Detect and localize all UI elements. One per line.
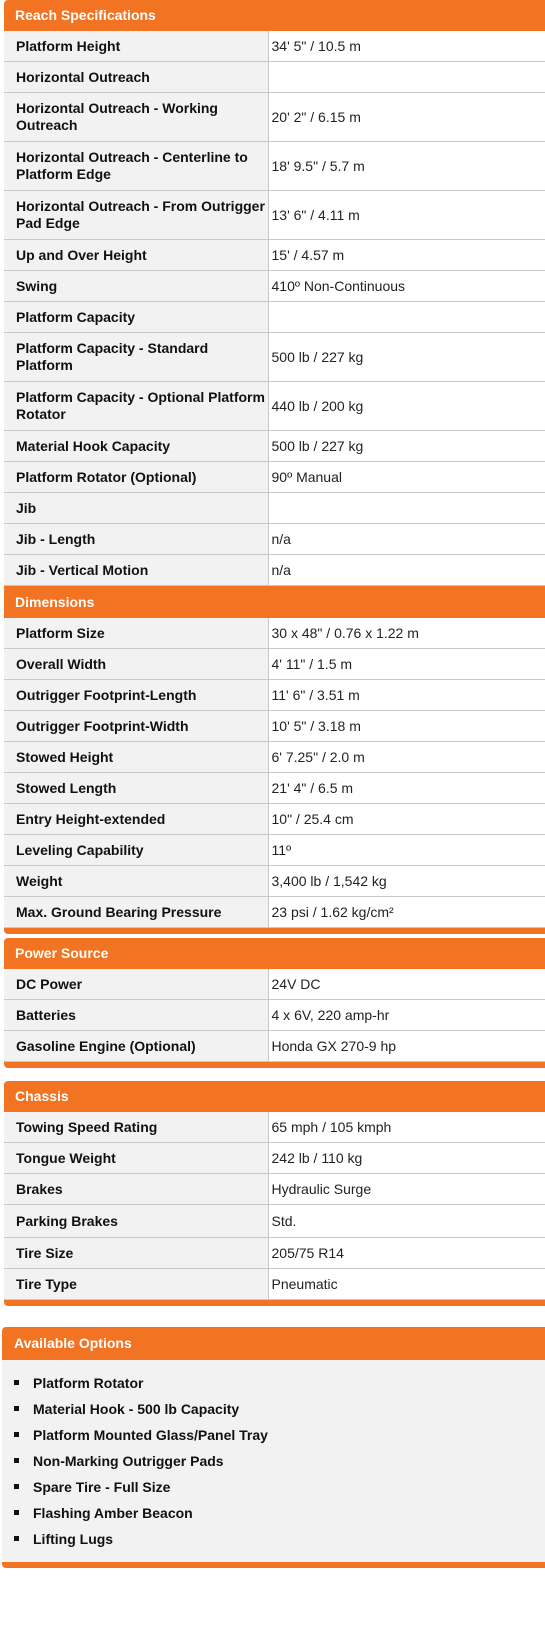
table-row <box>4 240 545 271</box>
spec-label: Platform Capacity - Standard Platform <box>4 333 268 382</box>
option-label: Platform Mounted Glass/Panel Tray <box>33 1427 268 1443</box>
spec-value: 11º <box>268 835 545 866</box>
option-label: Material Hook - 500 lb Capacity <box>33 1401 240 1417</box>
table-row <box>4 897 545 928</box>
spec-value: 10" / 25.4 cm <box>268 804 545 835</box>
table-row <box>4 969 545 1000</box>
spec-value: 65 mph / 105 kmph <box>268 1112 545 1143</box>
spec-label: Max. Ground Bearing Pressure <box>4 897 268 928</box>
spec-value: 500 lb / 227 kg <box>268 431 545 462</box>
spec-label: Horizontal Outreach - Working Outreach <box>4 93 268 142</box>
table-row <box>4 31 545 62</box>
spec-value: n/a <box>268 555 545 586</box>
table-row <box>4 866 545 897</box>
spec-label: Horizontal Outreach - From Outrigger Pad Edge <box>4 191 268 240</box>
spec-label: Leveling Capability <box>4 835 268 866</box>
section-footer-bar <box>4 1300 545 1306</box>
options-list <box>2 1370 545 1552</box>
spec-label: Weight <box>4 866 268 897</box>
section-dimensions <box>4 587 545 934</box>
spec-value: 24V DC <box>268 969 545 1000</box>
list-item <box>2 1396 545 1422</box>
spec-label: DC Power <box>4 969 268 1000</box>
square-bullet-icon <box>14 1406 19 1411</box>
table-row <box>4 524 545 555</box>
table-row <box>4 555 545 586</box>
section-title: Dimensions <box>4 587 545 618</box>
spec-label: Gasoline Engine (Optional) <box>4 1031 268 1062</box>
section-footer-bar <box>2 1562 545 1568</box>
spec-label: Material Hook Capacity <box>4 431 268 462</box>
spec-value: 4' 11" / 1.5 m <box>268 649 545 680</box>
table-row <box>4 382 545 431</box>
square-bullet-icon <box>14 1380 19 1385</box>
table-row <box>4 62 545 93</box>
table-row <box>4 804 545 835</box>
table-row <box>4 618 545 649</box>
spec-label: Platform Size <box>4 618 268 649</box>
table-row <box>4 1238 545 1269</box>
table-row <box>4 680 545 711</box>
spec-label: Jib - Length <box>4 524 268 555</box>
spec-value: Std. <box>268 1205 545 1238</box>
list-item <box>2 1422 545 1448</box>
table-row <box>4 1112 545 1143</box>
option-label: Platform Rotator <box>33 1375 144 1391</box>
square-bullet-icon <box>14 1536 19 1541</box>
table-row <box>4 333 545 382</box>
spec-label: Stowed Length <box>4 773 268 804</box>
spec-value: 20' 2" / 6.15 m <box>268 93 545 142</box>
spec-label: Jib - Vertical Motion <box>4 555 268 586</box>
spec-value: 90º Manual <box>268 462 545 493</box>
spec-label: Overall Width <box>4 649 268 680</box>
section-title: Reach Specifications <box>4 0 545 31</box>
option-label: Spare Tire - Full Size <box>33 1479 171 1495</box>
spec-value: Hydraulic Surge <box>268 1174 545 1205</box>
spec-value: 18' 9.5" / 5.7 m <box>268 142 545 191</box>
spec-table <box>4 31 545 586</box>
spec-value: 23 psi / 1.62 kg/cm² <box>268 897 545 928</box>
spec-value: 10' 5" / 3.18 m <box>268 711 545 742</box>
spec-value <box>268 493 545 524</box>
spec-label: Up and Over Height <box>4 240 268 271</box>
spec-value: Pneumatic <box>268 1269 545 1300</box>
table-row <box>4 1205 545 1238</box>
spec-label: Parking Brakes <box>4 1205 268 1238</box>
table-row <box>4 493 545 524</box>
spec-value: 410º Non-Continuous <box>268 271 545 302</box>
list-item <box>2 1370 545 1396</box>
spec-value: Honda GX 270-9 hp <box>268 1031 545 1062</box>
spec-value: 21' 4" / 6.5 m <box>268 773 545 804</box>
table-row <box>4 742 545 773</box>
spec-value: 15' / 4.57 m <box>268 240 545 271</box>
table-row <box>4 191 545 240</box>
spec-table <box>4 618 545 928</box>
section-footer-bar <box>4 928 545 934</box>
table-row <box>4 271 545 302</box>
spec-label: Platform Height <box>4 31 268 62</box>
table-row <box>4 711 545 742</box>
section-available-options <box>2 1327 545 1568</box>
options-title: Available Options <box>2 1327 545 1360</box>
option-label: Non-Marking Outrigger Pads <box>33 1453 224 1469</box>
table-row <box>4 1000 545 1031</box>
spec-label: Platform Capacity - Optional Platform Rotator <box>4 382 268 431</box>
spec-value: 242 lb / 110 kg <box>268 1143 545 1174</box>
table-row <box>4 302 545 333</box>
table-row <box>4 835 545 866</box>
spec-value: 4 x 6V, 220 amp-hr <box>268 1000 545 1031</box>
options-body <box>2 1360 545 1562</box>
spec-value: 34' 5" / 10.5 m <box>268 31 545 62</box>
spec-label: Outrigger Footprint-Length <box>4 680 268 711</box>
square-bullet-icon <box>14 1432 19 1437</box>
list-item <box>2 1474 545 1500</box>
spec-label: Towing Speed Rating <box>4 1112 268 1143</box>
list-item <box>2 1500 545 1526</box>
spec-label: Swing <box>4 271 268 302</box>
table-row <box>4 1174 545 1205</box>
list-item <box>2 1448 545 1474</box>
section-reach-specifications <box>4 0 545 592</box>
table-row <box>4 142 545 191</box>
table-row <box>4 93 545 142</box>
spec-value: 6' 7.25" / 2.0 m <box>268 742 545 773</box>
spec-value: 440 lb / 200 kg <box>268 382 545 431</box>
spec-value <box>268 62 545 93</box>
list-item <box>2 1526 545 1552</box>
table-row <box>4 1031 545 1062</box>
option-label: Lifting Lugs <box>33 1531 114 1547</box>
square-bullet-icon <box>14 1458 19 1463</box>
table-row <box>4 773 545 804</box>
spec-label: Entry Height-extended <box>4 804 268 835</box>
section-title: Power Source <box>4 938 545 969</box>
spec-value: 11' 6" / 3.51 m <box>268 680 545 711</box>
spec-value: 500 lb / 227 kg <box>268 333 545 382</box>
spec-label: Tongue Weight <box>4 1143 268 1174</box>
section-footer-bar <box>4 1062 545 1068</box>
square-bullet-icon <box>14 1484 19 1489</box>
section-chassis <box>4 1081 545 1306</box>
spec-label: Tire Type <box>4 1269 268 1300</box>
square-bullet-icon <box>14 1510 19 1515</box>
section-title: Chassis <box>4 1081 545 1112</box>
spec-label: Horizontal Outreach <box>4 62 268 93</box>
spec-label: Horizontal Outreach - Centerline to Platform Edge <box>4 142 268 191</box>
spec-value: n/a <box>268 524 545 555</box>
spec-label: Tire Size <box>4 1238 268 1269</box>
spec-value: 30 x 48" / 0.76 x 1.22 m <box>268 618 545 649</box>
spec-label: Platform Rotator (Optional) <box>4 462 268 493</box>
table-row <box>4 1269 545 1300</box>
spec-value <box>268 302 545 333</box>
spec-value: 3,400 lb / 1,542 kg <box>268 866 545 897</box>
table-row <box>4 462 545 493</box>
spec-label: Batteries <box>4 1000 268 1031</box>
spec-label: Jib <box>4 493 268 524</box>
spec-value: 13' 6" / 4.11 m <box>268 191 545 240</box>
spec-label: Platform Capacity <box>4 302 268 333</box>
spec-label: Brakes <box>4 1174 268 1205</box>
table-row <box>4 431 545 462</box>
section-power-source <box>4 938 545 1068</box>
option-label: Flashing Amber Beacon <box>33 1505 193 1521</box>
table-row <box>4 649 545 680</box>
spec-label: Stowed Height <box>4 742 268 773</box>
spec-value: 205/75 R14 <box>268 1238 545 1269</box>
spec-label: Outrigger Footprint-Width <box>4 711 268 742</box>
spec-table <box>4 969 545 1062</box>
spec-table <box>4 1112 545 1300</box>
table-row <box>4 1143 545 1174</box>
